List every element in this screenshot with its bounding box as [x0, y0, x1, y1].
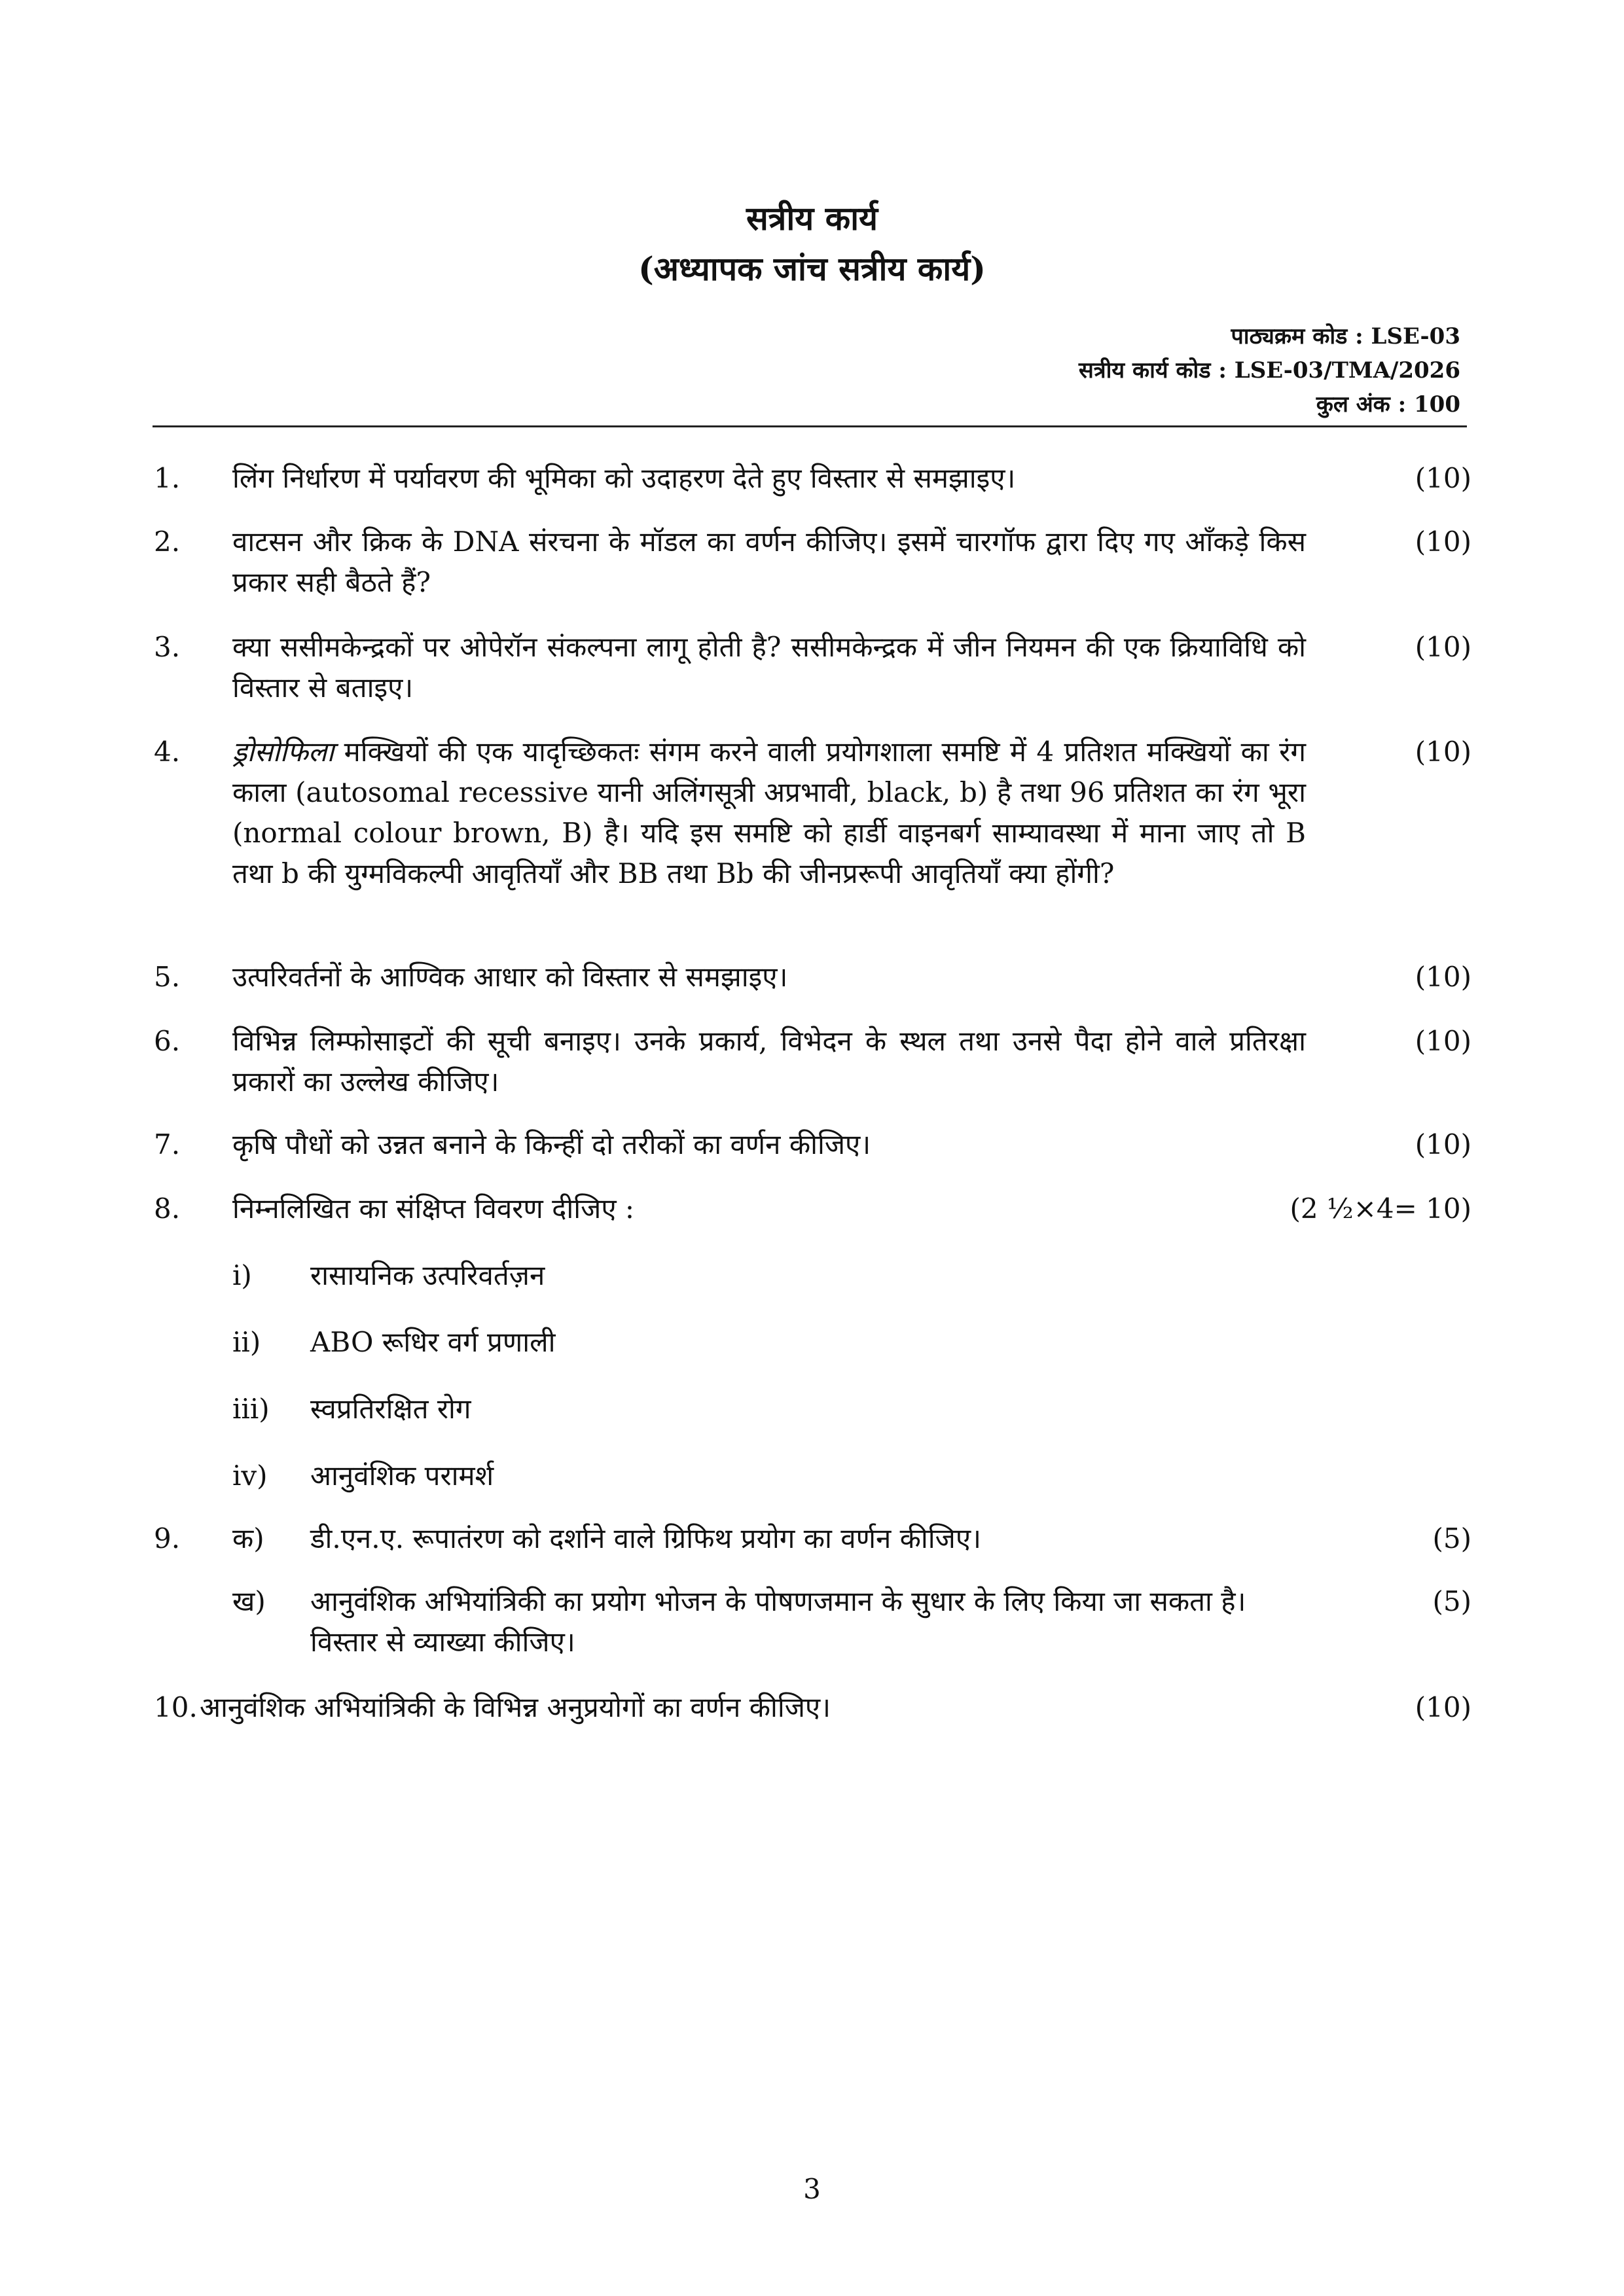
sub-question-number: ii) — [232, 1326, 261, 1358]
question-number: 1. — [154, 462, 181, 494]
question-marks: (10) — [1415, 736, 1471, 768]
sub-question-number: i) — [232, 1259, 252, 1291]
course-code: पाठ्यक्रम कोड : LSE-03 — [1231, 323, 1460, 350]
total-marks: कुल अंक : 100 — [1316, 391, 1460, 418]
question-text: वाटसन और क्रिक के DNA संरचना के मॉडल का वर्णन कीजिए। इसमें चारगॉफ द्वारा दिए गए आँकड़े किस प्रकार सही बैठते हैं? — [232, 526, 1306, 598]
question-text — [232, 732, 1306, 894]
question-marks: (10) — [1415, 462, 1471, 494]
sub-question-text: डी.एन.ए. रूपातंरण को दर्शाने वाले ग्रिफिथ प्रयोग का वर्णन कीजिए। — [310, 1522, 981, 1554]
question-number: 9. — [154, 1522, 181, 1554]
question-marks: (10) — [1415, 1691, 1471, 1723]
question-number: 4. — [154, 736, 181, 768]
question-text: लिंग निर्धारण में पर्यावरण की भूमिका को उदाहरण देते हुए विस्तार से समझाइए। — [232, 462, 1016, 494]
question-number: 3. — [154, 631, 181, 663]
question-number: 6. — [154, 1025, 181, 1057]
assignment-meta — [1079, 319, 1460, 422]
question-text: विभिन्न लिम्फोसाइटों की सूची बनाइए। उनके प्रकार्य, विभेदन के स्थल तथा उनसे पैदा होने वाले प्रतिरक्षा प्रकारों का उल्लेख कीजिए। — [232, 1025, 1306, 1098]
question-marks: (10) — [1415, 1128, 1471, 1160]
question-italic-term: ड्रोसोफिला — [232, 736, 334, 768]
assignment-code: सत्रीय कार्य कोड : LSE-03/TMA/2026 — [1078, 357, 1460, 384]
question-marks: (10) — [1415, 631, 1471, 663]
sub-question-text: स्वप्रतिरक्षित रोग — [310, 1393, 471, 1425]
sub-question-number: iv) — [232, 1460, 268, 1492]
page-subtitle: (अध्यापक जांच सत्रीय कार्य) — [638, 249, 986, 288]
sub-question-number: ख) — [232, 1585, 266, 1617]
question-number: 5. — [154, 961, 181, 993]
page-number: 3 — [803, 2173, 821, 2205]
sub-question-marks: (5) — [1432, 1522, 1471, 1554]
question-text: कृषि पौधों को उन्नत बनाने के किन्हीं दो तरीकों का वर्णन कीजिए। — [232, 1128, 871, 1160]
question-text: निम्नलिखित का संक्षिप्त विवरण दीजिए : — [232, 1193, 635, 1225]
page-title: सत्रीय कार्य — [746, 199, 878, 238]
question-number: 2. — [154, 526, 181, 558]
sub-question-text: आनुवंशिक परामर्श — [310, 1460, 494, 1492]
question-body: मक्खियों की एक यादृच्छिकतः संगम करने वाली प्रयोगशाला समष्टि में 4 प्रतिशत मक्खियों का रंग काला (autosomal recessive यानी अलिंगसूत्री अप्रभावी, black, b) है तथा 96 प्रतिशत का रंग भूरा (normal colour brown, B) है। यदि इस समष्टि को हार्डी वाइनबर्ग साम्यावस्था में माना जाए तो B तथा b की युग्मविकल्पी आवृतियाँ और BB तथा Bb की जीनप्ररूपी आवृतियाँ क्या होंगी? — [232, 736, 1306, 889]
question-marks: (2 ½×4= 10) — [1290, 1193, 1471, 1225]
sub-question-text: ABO रूधिर वर्ग प्रणाली — [310, 1326, 556, 1358]
sub-question-text: आनुवंशिक अभियांत्रिकी का प्रयोग भोजन के पोषणजमान के सुधार के लिए किया जा सकता है। विस्तार से व्याख्या कीजिए। — [310, 1585, 1246, 1658]
question-marks: (10) — [1415, 961, 1471, 993]
header-divider — [153, 425, 1467, 427]
question-number: 8. — [154, 1193, 181, 1225]
question-number: 7. — [154, 1128, 181, 1160]
question-text: आनुवंशिक अभियांत्रिकी के विभिन्न अनुप्रयोगों का वर्णन कीजिए। — [200, 1691, 831, 1723]
question-marks: (10) — [1415, 526, 1471, 558]
sub-question-marks: (5) — [1432, 1585, 1471, 1617]
sub-question-number: iii) — [232, 1393, 270, 1425]
sub-question-text: रासायनिक उत्परिवर्तज़न — [310, 1259, 545, 1291]
question-text: क्या ससीमकेन्द्रकों पर ओपेरॉन संकल्पना लागू होती है? ससीमकेन्द्रक में जीन नियमन की एक क्रियाविधि को विस्तार से बताइए। — [232, 631, 1306, 704]
question-text: उत्परिवर्तनों के आण्विक आधार को विस्तार से समझाइए। — [232, 961, 788, 993]
question-number: 10. — [154, 1691, 198, 1723]
sub-question-number: क) — [232, 1522, 264, 1554]
question-marks: (10) — [1415, 1025, 1471, 1057]
